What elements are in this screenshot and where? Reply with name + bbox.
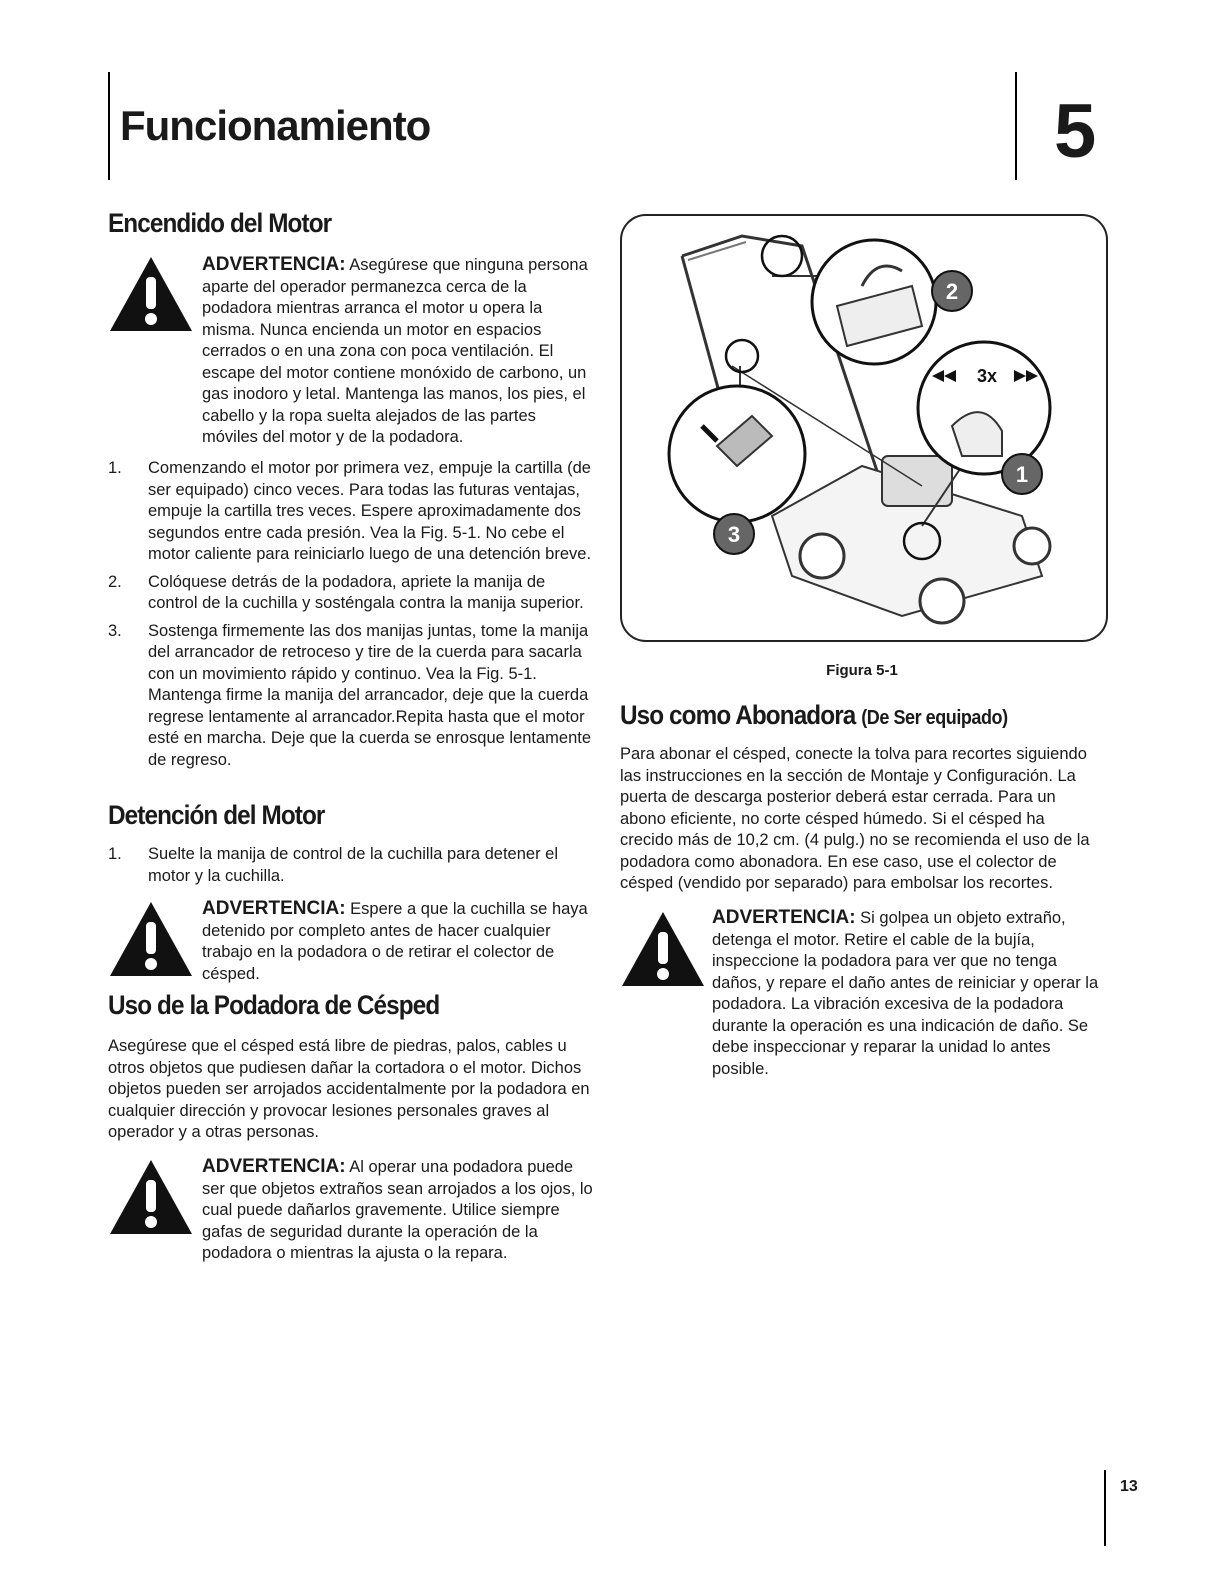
mulching-paragraph: Para abonar el césped, conecte la tolva para recortes siguiendo las instrucciones en la sección de Montaje y Configuración. La puerta de descarga posterior deberá estar cerrada. Para un abono eficiente, no corte césped húmedo. Si el césped ha crecido más de 10,2 cm. (4 pulg.) no se recomienda el uso de la podadora como abonadora. En ese caso, use el colector de césped (vendido por separado) para embolsar los recortes. xyxy=(620,745,1090,892)
callout-1: 1 xyxy=(1015,462,1029,487)
warning-label: ADVERTENCIA: xyxy=(712,907,856,928)
warning-triangle-icon xyxy=(108,900,194,978)
press-count-label: 3x xyxy=(977,366,998,386)
list-number: 1. xyxy=(108,845,122,863)
warning-start-engine xyxy=(202,254,594,449)
list-text: Colóquese detrás de la podadora, apriete la manija de control de la cuchilla y sosténgala contra la manija superior. xyxy=(148,572,584,612)
warning-text: Al operar una podadora puede ser que objetos extraños sean arrojados a los ojos, lo cual puede dañarlos gravemente. Utilice siempre gafas de seguridad durante la operación de la podadora o mientras la ajusta o la repara. xyxy=(202,1158,593,1262)
list-text: Sostenga firmemente las dos manijas juntas, tome la manija del arrancador de retroceso y tire de la cuerda para sacarla con un movimiento rápido y continuo. Vea la Fig. 5-1. Mantenga firme la manija del arrancador, deje que la cuerda regrese lentamente al arrancador.Repita hasta que el motor esté en marcha. Deje que la cuerda se enrosque lentamente de regreso. xyxy=(148,621,592,769)
list-number: 2. xyxy=(108,572,122,591)
list-item xyxy=(108,458,596,566)
figure-caption: Figura 5-1 xyxy=(826,662,898,679)
heading-stop-engine: Detención del Motor xyxy=(108,800,325,830)
list-item xyxy=(108,572,596,615)
heading-mulching-suffix: (De Ser equipado) xyxy=(861,707,1008,729)
lawn-mower-illustration xyxy=(622,216,1106,640)
list-number: 1. xyxy=(108,459,122,477)
header-rule-right xyxy=(1015,72,1017,180)
warning-triangle-icon xyxy=(620,910,706,988)
warning-text: Espere a que la cuchilla se haya detenido por completo antes de hacer cualquier trabajo en la podadora o de retirar el colector de césped. xyxy=(202,900,588,983)
figure-5-1 xyxy=(620,214,1108,642)
warning-mulching xyxy=(712,907,1104,1080)
callout-3: 3 xyxy=(727,522,741,547)
footer-rule xyxy=(1104,1470,1106,1546)
use-mower-paragraph: Asegúrese que el césped está libre de piedras, palos, cables u otros objetos que pudiesen dañar la cortadora o el motor. Dichos objetos pueden ser arrojados accidentalmente por la podadora en cualquier dirección y provocar lesiones personales graves al operador y a otras personas. xyxy=(108,1037,590,1141)
list-text: Comenzando el motor por primera vez, empuje la cartilla (de ser equipado) cinco veces. Para todas las futuras ventajas, empuje la cartilla tres veces. Espere aproximadamente dos segundos entre cada presión. Vea la Fig. 5-1. No cebe el motor caliente para reiniciarlo luego de una detención breve. xyxy=(148,459,592,563)
list-number: 3. xyxy=(108,621,122,640)
section-mulching xyxy=(620,700,1108,731)
warning-use-mower xyxy=(202,1156,594,1265)
section-use-mower xyxy=(108,990,596,1021)
warning-stop-engine xyxy=(202,898,594,985)
section-start-engine xyxy=(108,208,596,239)
chapter-number: 5 xyxy=(1054,89,1097,174)
page-number: 13 xyxy=(1120,1478,1138,1495)
warning-text: Si golpea un objeto extraño, detenga el motor. Retire el cable de la bujía, inspeccione la podadora para ver que no tenga daños, y repare el daño antes de reiniciar y operar la podadora. La vibración excesiva de la podadora durante la operación es una indicación de daño. Se debe inspeccionar y reparar la unidad lo antes posible. xyxy=(712,909,1099,1078)
start-engine-steps xyxy=(108,458,596,771)
chapter-title: Funcionamiento xyxy=(120,102,431,149)
heading-use-mower: Uso de la Podadora de Césped xyxy=(108,990,440,1020)
warning-label: ADVERTENCIA: xyxy=(202,898,346,919)
warning-text: Asegúrese que ninguna persona aparte del operador permanezca cerca de la podadora mientras arranca el motor u opera la misma. Nunca encienda un motor en espacios cerrados o en una zona con poca ventilación. El escape del motor contiene monóxido de carbono, un gas inodoro y letal. Mantenga las manos, los pies, el cabello y la ropa suelta alejados de las partes móviles del motor y de la podadora. xyxy=(202,256,588,446)
heading-start-engine: Encendido del Motor xyxy=(108,208,332,238)
callout-2: 2 xyxy=(945,279,959,304)
warning-label: ADVERTENCIA: xyxy=(202,1156,346,1177)
header-rule-left xyxy=(108,72,110,180)
list-item xyxy=(108,621,596,772)
list-text: Suelte la manija de control de la cuchilla para detener el motor y la cuchilla. xyxy=(148,845,559,885)
warning-label: ADVERTENCIA: xyxy=(202,254,346,275)
warning-triangle-icon xyxy=(108,255,194,333)
heading-mulching xyxy=(620,700,1059,731)
heading-mulching-main: Uso como Abonadora xyxy=(620,700,856,730)
section-stop-engine xyxy=(108,800,596,831)
list-item xyxy=(108,844,596,887)
stop-engine-steps xyxy=(108,844,596,887)
warning-triangle-icon xyxy=(108,1158,194,1236)
